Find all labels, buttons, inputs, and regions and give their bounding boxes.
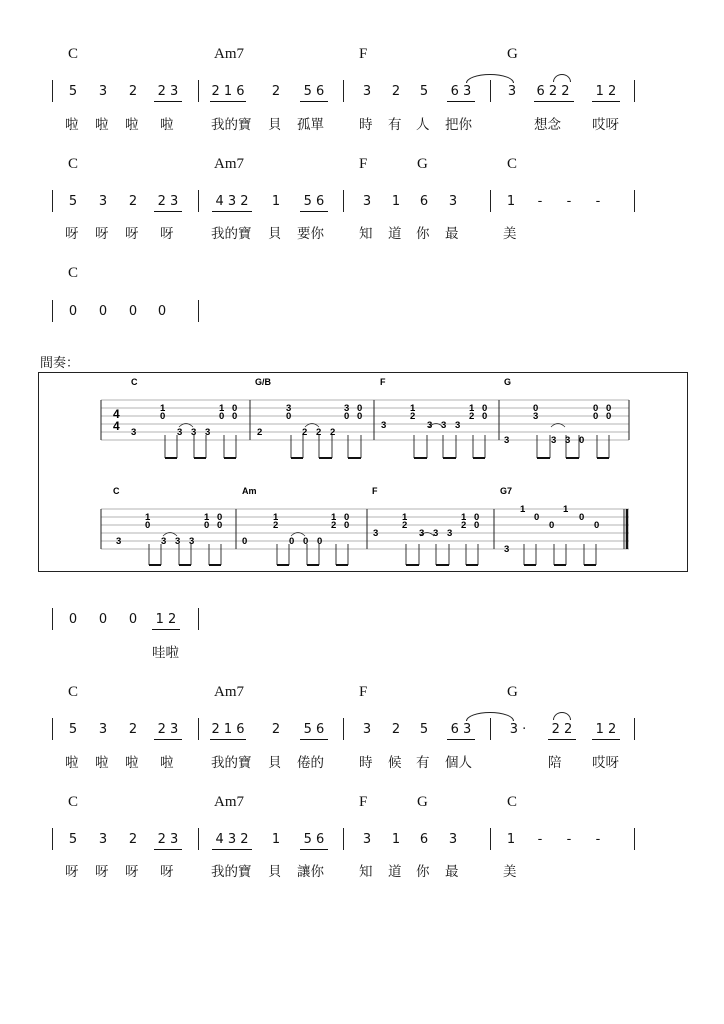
chord-am7: Am7 (214, 794, 244, 810)
note: - (537, 194, 543, 209)
svg-text:0: 0 (217, 520, 223, 531)
tab-chord-g-b: G/B (255, 377, 272, 387)
note: 1 (391, 832, 401, 847)
note: 5 (419, 84, 429, 99)
note: 6 2 2 (536, 84, 570, 99)
barline (52, 828, 53, 850)
note: 1 (506, 832, 516, 847)
svg-text:0: 0 (579, 512, 585, 523)
svg-text:0: 0 (317, 536, 323, 547)
note: 5 (419, 722, 429, 737)
barline (490, 190, 491, 212)
beam (152, 629, 180, 630)
lyric: 呀 (65, 864, 79, 880)
beam (154, 739, 182, 740)
svg-text:2: 2 (461, 520, 467, 531)
lyric: 候 (388, 755, 402, 771)
lyric: 貝 (268, 117, 282, 133)
note: 3 (362, 722, 372, 737)
tab-chord-c: C (131, 377, 138, 387)
note: 2 1 6 (211, 84, 245, 99)
barline (52, 608, 53, 630)
note: 3 (448, 194, 458, 209)
tab-digit: 0 (593, 411, 599, 422)
barline (198, 608, 199, 630)
note: 3 (98, 194, 108, 209)
svg-text:0: 0 (303, 536, 309, 547)
note: 3 (362, 832, 372, 847)
lyric: 你 (416, 226, 430, 242)
chord-c: C (68, 684, 79, 700)
tab-chord-am: Am (242, 486, 257, 496)
svg-text:0: 0 (344, 512, 350, 523)
lyric: 知 (359, 864, 373, 880)
note: 3 · (509, 722, 527, 737)
barline (634, 718, 635, 740)
svg-text:1: 1 (331, 512, 337, 523)
beam (592, 101, 620, 102)
svg-text:3: 3 (161, 536, 167, 547)
lyric: 最 (445, 864, 459, 880)
svg-text:0: 0 (344, 520, 350, 531)
tab-digit: 2 (330, 427, 336, 438)
note: 2 2 (551, 722, 573, 737)
lyric: 最 (445, 226, 459, 242)
tab-digit: 0 (579, 435, 585, 446)
tab-digit: 1 (410, 403, 416, 414)
chord-c: C (68, 46, 79, 62)
tab-digit: 0 (232, 403, 238, 414)
barline (343, 190, 344, 212)
note: 3 (362, 84, 372, 99)
chord-f: F (359, 46, 368, 62)
note: 2 3 (157, 84, 179, 99)
tab-digit: 0 (160, 411, 166, 422)
tie (553, 74, 571, 82)
note: 0 (128, 304, 138, 319)
note: 5 (68, 722, 78, 737)
svg-text:1: 1 (563, 504, 569, 515)
svg-text:3: 3 (433, 528, 439, 539)
chord-am7: Am7 (214, 156, 244, 172)
note: 4 3 2 (215, 832, 249, 847)
svg-text:0: 0 (606, 411, 612, 422)
lyric: 我的寶 (211, 117, 252, 133)
lyric: 貝 (268, 755, 282, 771)
beam (212, 849, 252, 850)
note: 3 (507, 84, 517, 99)
note: 3 (98, 84, 108, 99)
svg-text:1: 1 (402, 512, 408, 523)
note: 3 (98, 832, 108, 847)
svg-text:0: 0 (474, 512, 480, 523)
note: 2 (128, 832, 138, 847)
note: 1 2 (595, 84, 617, 99)
tab-digits-line2 (116, 504, 599, 555)
barline (634, 80, 635, 102)
lyric: 呀 (125, 864, 139, 880)
beam (154, 101, 182, 102)
svg-text:0: 0 (549, 520, 555, 531)
note: 6 3 (450, 722, 472, 737)
tab-digit: 2 (410, 411, 416, 422)
lyric: 哎呀 (592, 755, 619, 771)
note: 2 (271, 722, 281, 737)
lyric: 貝 (268, 226, 282, 242)
beam (447, 739, 475, 740)
lyric: 把你 (445, 117, 472, 133)
svg-text:3: 3 (189, 536, 195, 547)
svg-text:1: 1 (145, 512, 151, 523)
lyric: 呀 (160, 864, 174, 880)
tie (553, 712, 571, 720)
svg-text:0: 0 (289, 536, 295, 547)
lyric: 我的寶 (211, 755, 252, 771)
note: 1 (271, 832, 281, 847)
lyric: 我的寶 (211, 226, 252, 242)
lyric: 啦 (160, 755, 174, 771)
tab-digits-line1 (131, 403, 611, 446)
note: 0 (157, 304, 167, 319)
note: 2 (128, 722, 138, 737)
tab-chord-f: F (380, 377, 386, 387)
barline (198, 80, 199, 102)
chord-c: C (68, 156, 79, 172)
tab-digit: 0 (344, 411, 350, 422)
chord-g: G (417, 794, 428, 810)
barline (634, 190, 635, 212)
lyric: 知 (359, 226, 373, 242)
tab-digit: 1 (219, 403, 225, 414)
tab-staff (39, 373, 687, 571)
tab-digit: 3 (381, 420, 387, 431)
note: 3 (448, 832, 458, 847)
barline (343, 718, 344, 740)
tab-digit: 3 (177, 427, 183, 438)
tab-digit: 3 (344, 403, 350, 414)
svg-text:0: 0 (217, 512, 223, 523)
time-sig-top: 4 (113, 407, 120, 421)
tab-digit: 0 (357, 411, 363, 422)
chord-f: F (359, 794, 368, 810)
barline (52, 80, 53, 102)
tab-digit: 0 (232, 411, 238, 422)
tab-digit: 0 (482, 403, 488, 414)
lyric: 啦 (125, 755, 139, 771)
note: 2 (128, 194, 138, 209)
lyric: 孤單 (297, 117, 324, 133)
note: 5 6 (303, 832, 325, 847)
beam (548, 739, 576, 740)
barline (490, 828, 491, 850)
lyric: 有 (416, 755, 430, 771)
svg-text:3: 3 (504, 544, 510, 555)
svg-text:0: 0 (594, 520, 600, 531)
lyric: 呀 (95, 226, 109, 242)
lyric: 讓你 (297, 864, 324, 880)
chord-f: F (359, 156, 368, 172)
guitar-tab (38, 372, 688, 572)
beam (447, 101, 475, 102)
tab-digit: 3 (205, 427, 211, 438)
note: 3 (98, 722, 108, 737)
chord-g: G (507, 684, 518, 700)
note: - (595, 832, 601, 847)
tab-digit: 3 (533, 411, 539, 422)
lyric: 有 (388, 117, 402, 133)
note: 6 (419, 194, 429, 209)
lyric: 啦 (95, 755, 109, 771)
lyric: 我的寶 (211, 864, 252, 880)
svg-text:2: 2 (402, 520, 408, 531)
lyric: 啦 (160, 117, 174, 133)
tab-chord-c: C (113, 486, 120, 496)
lyric: 道 (388, 864, 402, 880)
lyric: 美 (503, 864, 517, 880)
note: 1 (271, 194, 281, 209)
tab-digit: 0 (533, 403, 539, 414)
note: 2 (271, 84, 281, 99)
lyric: 要你 (297, 226, 324, 242)
svg-text:0: 0 (145, 520, 151, 531)
barline (343, 80, 344, 102)
note: 5 (68, 832, 78, 847)
svg-text:3: 3 (419, 528, 425, 539)
tab-digit: 3 (427, 420, 433, 431)
svg-text:0: 0 (606, 403, 612, 414)
beam (210, 101, 246, 102)
tab-digit: 3 (191, 427, 197, 438)
tab-digit: 2 (469, 411, 475, 422)
tab-digit: 0 (286, 411, 292, 422)
chord-c: C (507, 156, 518, 172)
note: 6 (419, 832, 429, 847)
svg-text:2: 2 (273, 520, 279, 531)
svg-text:3: 3 (447, 528, 453, 539)
note: 5 (68, 194, 78, 209)
lyric: 個人 (445, 755, 472, 771)
note: 5 6 (303, 194, 325, 209)
chord-g: G (507, 46, 518, 62)
note: 2 3 (157, 832, 179, 847)
beam (300, 739, 328, 740)
note: 0 (68, 612, 78, 627)
note: 5 6 (303, 722, 325, 737)
svg-text:0: 0 (242, 536, 248, 547)
beam (592, 739, 620, 740)
lyric: 啦 (125, 117, 139, 133)
beam (300, 211, 328, 212)
barline (198, 300, 199, 322)
barline (52, 718, 53, 740)
note: 2 3 (157, 194, 179, 209)
svg-text:3: 3 (175, 536, 181, 547)
lyric: 道 (388, 226, 402, 242)
note: 5 (68, 84, 78, 99)
beam (300, 849, 328, 850)
note: 3 (362, 194, 372, 209)
barline (198, 190, 199, 212)
chord-c: C (68, 265, 79, 281)
barline (343, 828, 344, 850)
tie (466, 712, 514, 721)
tab-digit: 2 (316, 427, 322, 438)
svg-text:3: 3 (373, 528, 379, 539)
tab-chord-g7: G7 (500, 486, 513, 496)
barline (634, 828, 635, 850)
note: 6 3 (450, 84, 472, 99)
svg-text:3: 3 (116, 536, 122, 547)
tab-digit: 3 (565, 435, 571, 446)
tab-digit: 0 (357, 403, 363, 414)
tab-digit: 2 (302, 427, 308, 438)
lyric: 呀 (65, 226, 79, 242)
lyric: 啦 (95, 117, 109, 133)
barline (52, 190, 53, 212)
svg-text:0: 0 (474, 520, 480, 531)
lyric: 貝 (268, 864, 282, 880)
tab-digit: 3 (455, 420, 461, 431)
tab-digit: 3 (131, 427, 137, 438)
lyric: 時 (359, 755, 373, 771)
barline (490, 718, 491, 740)
beam (210, 739, 246, 740)
note: 0 (98, 612, 108, 627)
tab-chord-f: F (372, 486, 378, 496)
svg-text:2: 2 (331, 520, 337, 531)
note: 5 6 (303, 84, 325, 99)
barline (198, 828, 199, 850)
lyric: 哇啦 (152, 645, 179, 661)
chord-am7: Am7 (214, 684, 244, 700)
svg-text:1: 1 (204, 512, 210, 523)
beam (300, 101, 328, 102)
note: 2 (128, 84, 138, 99)
chord-c: C (507, 794, 518, 810)
svg-text:0: 0 (204, 520, 210, 531)
barline (52, 300, 53, 322)
note: - (537, 832, 543, 847)
lyric: 呀 (125, 226, 139, 242)
note: 1 2 (155, 612, 177, 627)
note: 0 (98, 304, 108, 319)
note: - (566, 194, 572, 209)
svg-text:0: 0 (534, 512, 540, 523)
lyric: 啦 (65, 755, 79, 771)
lyric: 人 (416, 117, 430, 133)
lyric: 哎呀 (592, 117, 619, 133)
note: 1 2 (595, 722, 617, 737)
chord-f: F (359, 684, 368, 700)
note: 2 1 6 (211, 722, 245, 737)
chord-c: C (68, 794, 79, 810)
beam (154, 211, 182, 212)
tie (466, 74, 514, 83)
note: 2 (391, 722, 401, 737)
beam (212, 211, 252, 212)
tab-digit: 3 (504, 435, 510, 446)
tab-digit: 1 (160, 403, 166, 414)
tab-digit: 3 (286, 403, 292, 414)
lyric: 你 (416, 864, 430, 880)
note: 1 (506, 194, 516, 209)
lyric: 美 (503, 226, 517, 242)
lyric: 陪 (548, 755, 562, 771)
note: 2 (391, 84, 401, 99)
tab-chord-g: G (504, 377, 512, 387)
tab-digit: 3 (551, 435, 557, 446)
note: 0 (68, 304, 78, 319)
beam (154, 849, 182, 850)
svg-text:1: 1 (273, 512, 279, 523)
chord-am7: Am7 (214, 46, 244, 62)
note: - (595, 194, 601, 209)
lyric: 時 (359, 117, 373, 133)
tab-digit: 3 (441, 420, 447, 431)
tab-digit: 1 (469, 403, 475, 414)
lyric: 啦 (65, 117, 79, 133)
lyric: 想念 (534, 117, 561, 133)
tab-digit: 0 (482, 411, 488, 422)
barline (490, 80, 491, 102)
lyric: 呀 (95, 864, 109, 880)
lyric: 倦的 (297, 755, 324, 771)
svg-text:1: 1 (520, 504, 526, 515)
svg-text:1: 1 (461, 512, 467, 523)
tab-digit: 0 (219, 411, 225, 422)
time-sig-bottom: 4 (113, 419, 120, 433)
note: 0 (128, 612, 138, 627)
beam (534, 101, 574, 102)
chord-g: G (417, 156, 428, 172)
interlude-label: 間奏： (40, 356, 80, 371)
lyric: 呀 (160, 226, 174, 242)
note: - (566, 832, 572, 847)
note: 2 3 (157, 722, 179, 737)
tab-digit: 0 (593, 403, 599, 414)
note: 1 (391, 194, 401, 209)
tab-digit: 2 (257, 427, 263, 438)
note: 4 3 2 (215, 194, 249, 209)
barline (198, 718, 199, 740)
